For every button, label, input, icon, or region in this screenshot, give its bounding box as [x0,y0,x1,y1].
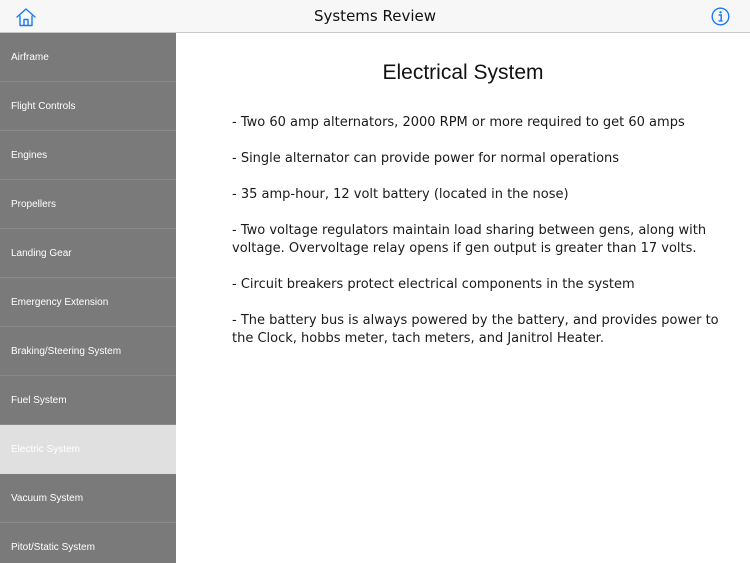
bullet-item: - The battery bus is always powered by the battery, and provides power to the Clock, hobbs meter, tach meters, and Janitrol Heater. [232,313,719,346]
bullet-item: - Two 60 amp alternators, 2000 RPM or more required to get 60 amps [232,115,685,130]
sidebar [0,33,176,563]
detail-panel [176,33,750,563]
sidebar-item-vacuum-system[interactable]: Vacuum System [0,474,176,523]
sidebar-item-pitot-static[interactable]: Pitot/Static System [0,523,176,563]
section-heading: Electrical System [382,61,544,84]
page-title: Systems Review [313,7,437,25]
sidebar-item-electric-system[interactable]: Electric System [0,425,176,474]
info-icon [711,7,730,26]
sidebar-item-braking-steering[interactable]: Braking/Steering System [0,327,176,376]
sidebar-item-airframe[interactable]: Airframe [0,33,176,82]
sidebar-item-landing-gear[interactable]: Landing Gear [0,229,176,278]
info-button[interactable] [711,7,730,26]
navigation-bar [0,0,750,33]
sidebar-item-flight-controls[interactable]: Flight Controls [0,82,176,131]
sidebar-item-fuel-system[interactable]: Fuel System [0,376,176,425]
sidebar-item-propellers[interactable]: Propellers [0,180,176,229]
bullet-item: - Two voltage regulators maintain load sharing between gens, along with voltage. Overvoltage relay opens if gen output is greater than 17 volts. [232,223,707,256]
bullet-item: - Single alternator can provide power for normal operations [232,151,620,166]
sidebar-item-engines[interactable]: Engines [0,131,176,180]
bullet-list [232,114,740,366]
bullet-item: - Circuit breakers protect electrical components in the system [232,277,635,292]
bullet-item: - 35 amp-hour, 12 volt battery (located in the nose) [232,187,569,202]
sidebar-item-emergency-extension[interactable]: Emergency Extension [0,278,176,327]
